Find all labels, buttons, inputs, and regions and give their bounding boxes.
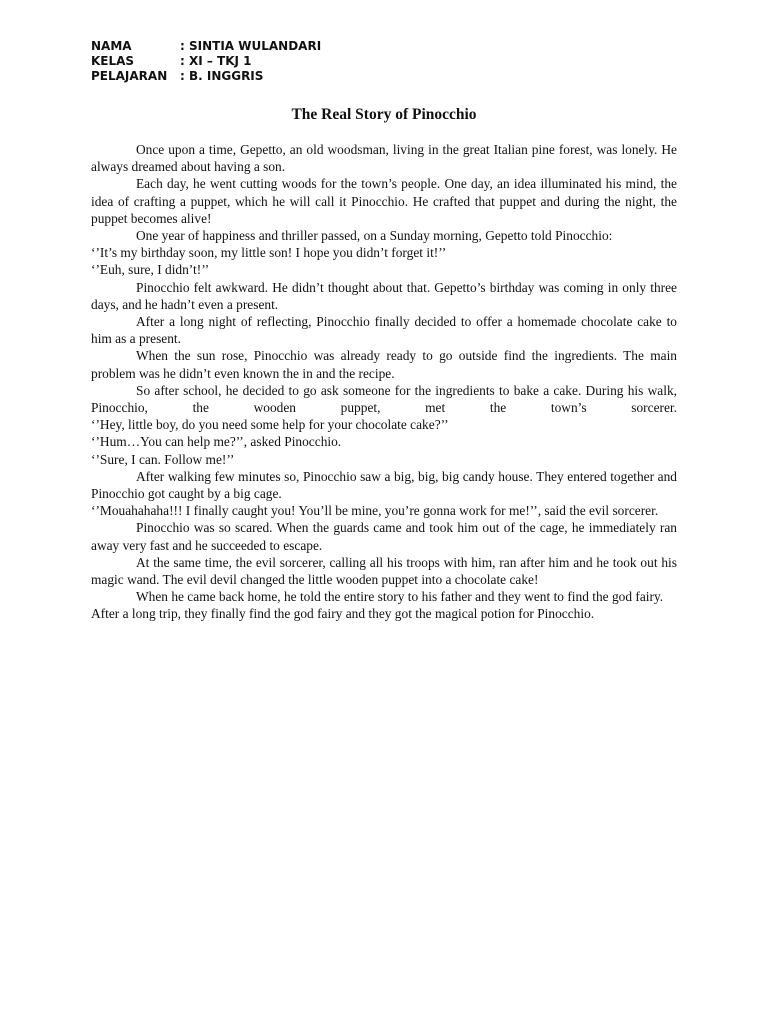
story-paragraph: When the sun rose, Pinocchio was already ready to go outside find the ingredients. The main problem was he didn’t even known the in and the recipe.: [91, 348, 677, 381]
student-info-header: [91, 39, 321, 84]
dialogue-line: ‘’Euh, sure, I didn’t!’’: [91, 262, 210, 278]
story-paragraph: When he came back home, he told the entire story to his father and they went to find the god fairy.: [136, 589, 664, 605]
story-paragraph: After a long trip, they finally find the god fairy and they got the magical potion for Pinocchio.: [91, 606, 595, 622]
subject-label: PELAJARAN: [91, 69, 168, 83]
story-paragraph: After a long night of reflecting, Pinocchio finally decided to offer a homemade chocolate cake to him as a present.: [91, 314, 677, 347]
dialogue-line: ‘’Mouahahaha!!! I finally caught you! You’ll be mine, you’re gonna work for me!’’, said the evil sorcerer.: [91, 503, 659, 519]
story-paragraph: One year of happiness and thriller passed, on a Sunday morning, Gepetto told Pinocchio:: [136, 228, 613, 244]
name-value: : SINTIA WULANDARI: [180, 39, 322, 53]
story-body: [91, 141, 677, 623]
subject-value: : B. INGGRIS: [180, 69, 264, 83]
class-value: : XI – TKJ 1: [180, 54, 252, 68]
story-paragraph: After walking few minutes so, Pinocchio saw a big, big, big candy house. They entered together and Pinocchio got caught by a big cage.: [91, 468, 677, 502]
story-paragraph: Each day, he went cutting woods for the town’s people. One day, an idea illuminated his mind, the idea of crafting a puppet, which he will call it Pinocchio. He crafted that puppet and during the night, the puppet becomes alive!: [91, 176, 677, 226]
dialogue-line: ‘’Sure, I can. Follow me!’’: [91, 451, 235, 467]
story-paragraph: Once upon a time, Gepetto, an old woodsman, living in the great Italian pine forest, was lonely. He always dreamed about having a son.: [91, 142, 677, 175]
story-paragraph: Pinocchio felt awkward. He didn’t thought about that. Gepetto’s birthday was coming in only three days, and he hadn’t even a present.: [91, 279, 677, 312]
name-label: NAMA: [91, 39, 132, 53]
subject-row: [91, 69, 321, 84]
dialogue-line: ‘’Hey, little boy, do you need some help for your chocolate cake?’’: [91, 417, 449, 433]
story-paragraph: Pinocchio was so scared. When the guards came and took him out of the cage, he immediately ran away very fast and he succeeded to escape.: [91, 520, 677, 553]
story-paragraph: So after school, he decided to go ask someone for the ingredients to bake a cake. During his walk, Pinocchio, the wooden puppet, met the town’s sorcerer.: [91, 382, 677, 416]
name-row: [91, 39, 321, 54]
class-label: KELAS: [91, 54, 135, 68]
dialogue-line: ‘’Hum…You can help me?’’, asked Pinocchio.: [91, 434, 342, 450]
document-title: The Real Story of Pinocchio: [291, 106, 477, 123]
class-row: [91, 54, 321, 69]
story-paragraph: At the same time, the evil sorcerer, calling all his troops with him, ran after him and he took out his magic wand. The evil devil changed the little wooden puppet into a chocolate cake!: [91, 554, 677, 588]
dialogue-line: ‘’It’s my birthday soon, my little son! I hope you didn’t forget it!’’: [91, 245, 447, 261]
